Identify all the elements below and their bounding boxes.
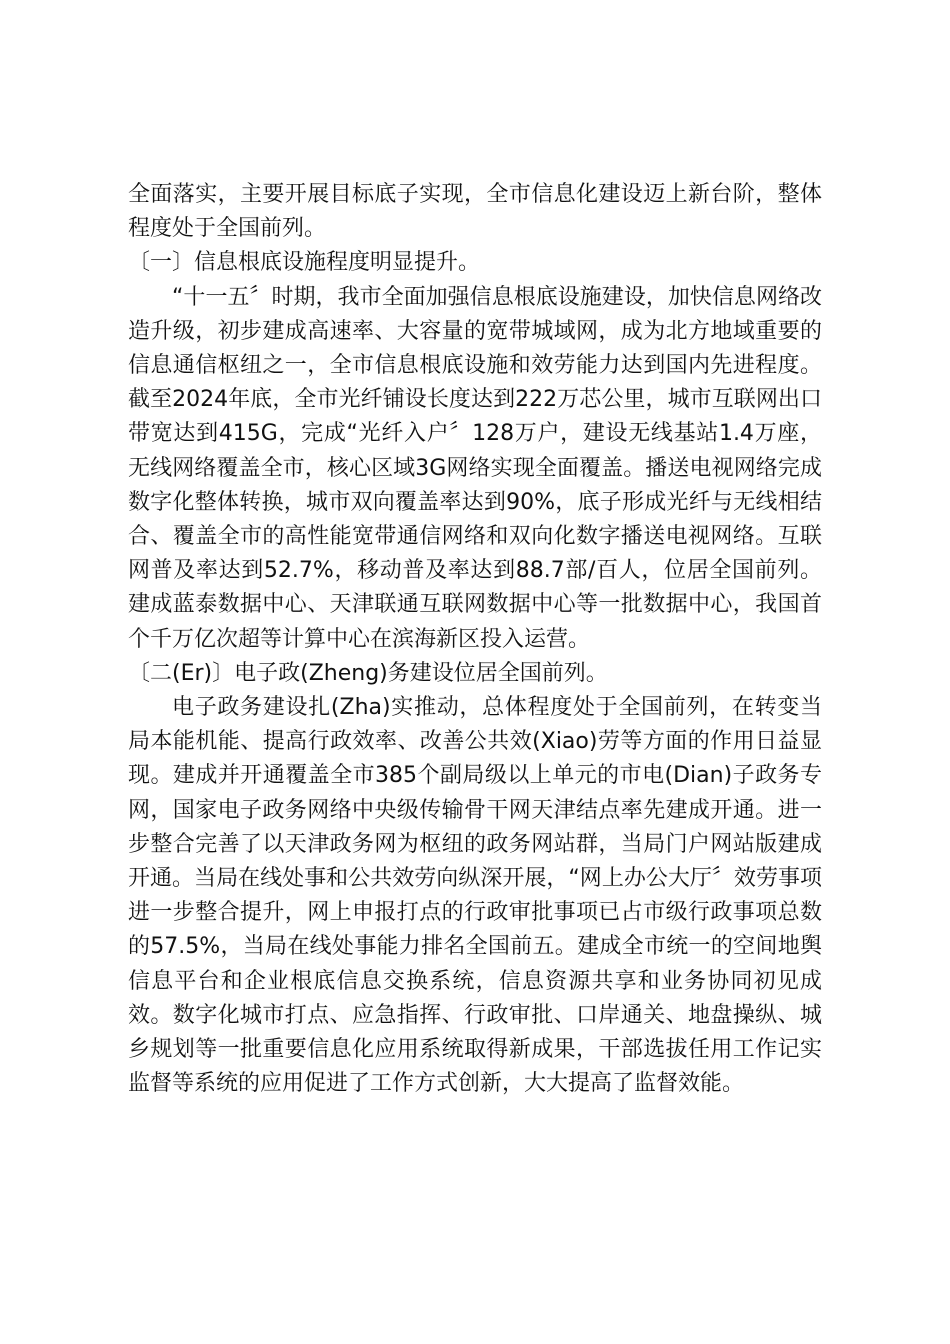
document-body xyxy=(128,178,822,1101)
section-heading-1: 〔一〕信息根底设施程度明显提升。 xyxy=(128,250,481,276)
paragraph-infrastructure: “十一五〞时期，我市全面加强信息根底设施建设，加快信息网络改造升级，初步建成高速率、大容量的宽带城域网，成为北方地域重要的信息通信枢纽之一，全市信息根底设施和效劳能力达到国内先进程度。截至2024年底，全市光纤铺设长度达到222万芯公里，城市互联网出口带宽达到415G，完成“光纤入户〞128万户，建设无线基站1.4万座，无线网络覆盖全市，核心区域3G网络实现全面覆盖。播送电视网络完成数字化整体转换，城市双向覆盖率达到90%，底子形成光纤与无线相结合、覆盖全市的高性能宽带通信网络和双向化数字播送电视网络。互联网普及率达到52.7%，移动普及率达到88.7部/百人，位居全国前列。建成蓝泰数据中心、天津联通互联网数据中心等一批数据中心，我国首个千万亿次超等计算中心在滨海新区投入运营。 xyxy=(128,284,822,652)
section-heading-2: 〔二(Er)〕电子政(Zheng)务建设位居全国前列。 xyxy=(128,660,608,686)
paragraph-intro-continued: 全面落实，主要开展目标底子实现，全市信息化建设迈上新台阶，整体程度处于全国前列。 xyxy=(128,182,822,242)
paragraph-e-government: 电子政务建设扎(Zha)实推动，总体程度处于全国前列，在转变当局本能机能、提高行政效率、改善公共效(Xiao)劳等方面的作用日益显现。建成并开通覆盖全市385个副局级以上单元的市电(Dian)子政务专网，国家电子政务网络中央级传输骨干网天津结点率先建成开通。进一步整合完善了以天津政务网为枢纽的政务网站群，当局门户网站版建成开通。当局在线处事和公共效劳向纵深开展，“网上办公大厅〞效劳事项进一步整合提升，网上申报打点的行政审批事项已占市级行政事项总数的57.5%，当局在线处事能力排名全国前五。建成全市统一的空间地舆信息平台和企业根底信息交换系统，信息资源共享和业务协同初见成效。数字化城市打点、应急指挥、行政审批、口岸通关、地盘操纵、城乡规划等一批重要信息化应用系统取得新成果，干部选拔任用工作记实监督等系统的应用促进了工作方式创新，大大提高了监督效能。 xyxy=(128,695,822,1097)
